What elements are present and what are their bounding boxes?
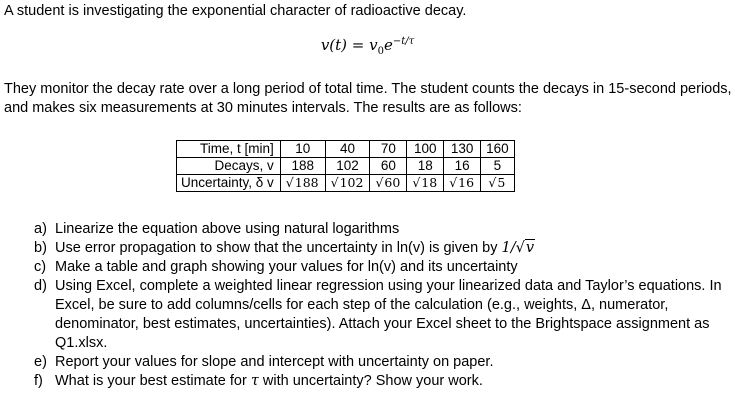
math-expression: [502, 239, 536, 256]
question-label: a): [34, 221, 47, 237]
sqrt-symbol: √: [449, 175, 458, 190]
question-label: b): [34, 240, 47, 256]
problem-description: They monitor the decay rate over a long period of total time. The student counts the decays in 15-second periods, and makes six measurements at 30 minutes intervals. The results are as follows:: [4, 81, 732, 116]
decays-cell: 18: [407, 158, 444, 175]
row-header-uncertainty: Uncertainty, δ v: [177, 175, 281, 192]
time-cell: 40: [325, 141, 370, 158]
math-prefix: 1/√: [501, 240, 525, 256]
table-row-time: [177, 141, 515, 158]
question-text: Make a table and graph showing your values for ln(v) and its uncertainty: [55, 259, 518, 275]
sqrt-symbol: √: [488, 175, 497, 190]
question-label: c): [34, 259, 47, 275]
equation-base: e: [383, 36, 393, 54]
question-label: d): [34, 278, 47, 294]
sqrt-symbol: √: [375, 175, 384, 190]
question-text: Use error propagation to show that the uncertainty in ln(v) is given by: [55, 240, 502, 256]
question-item: [34, 353, 730, 372]
decays-cell: 188: [280, 158, 325, 175]
uncertainty-cell: [444, 175, 481, 192]
time-cell: 10: [280, 141, 325, 158]
decays-cell: 5: [481, 158, 515, 175]
question-item: [34, 239, 730, 258]
intro-text: A student is investigating the exponential character of radioactive decay.: [4, 3, 467, 19]
sqrt-radicand: 188: [294, 175, 319, 190]
sqrt-radicand: 102: [339, 175, 364, 190]
decays-cell: 60: [370, 158, 407, 175]
question-text: Using Excel, complete a weighted linear regression using your linearized data and Taylor’s equations. In Excel, be sure to add columns/cells for each step of the calculation (e.g., weights, Δ, numerator, denominator, best estimates, uncertainties). Attach your Excel sheet to the Brightspace assignment as Q1.xlsx.: [55, 278, 722, 351]
question-text: Linearize the equation above using natural logarithms: [55, 221, 400, 237]
sqrt-radicand: 5: [497, 175, 506, 190]
time-cell: 160: [481, 141, 515, 158]
sqrt-symbol: √: [330, 175, 339, 190]
table-row-decays: [177, 158, 515, 175]
uncertainty-cell: [280, 175, 325, 192]
math-radicand: v: [525, 240, 535, 256]
sqrt-symbol: √: [412, 175, 421, 190]
question-text: What is your best estimate for: [55, 373, 251, 389]
uncertainty-cell: [481, 175, 515, 192]
question-label: e): [34, 354, 47, 370]
row-header-decays: Decays, v: [177, 158, 281, 175]
equation-subscript: 0: [377, 46, 384, 57]
uncertainty-cell: [370, 175, 407, 192]
time-cell: 70: [370, 141, 407, 158]
uncertainty-cell: [325, 175, 370, 192]
tau-symbol: τ: [250, 373, 259, 389]
question-text-after: with uncertainty? Show your work.: [258, 373, 483, 389]
sqrt-radicand: 18: [421, 175, 438, 190]
question-label: f): [34, 373, 43, 389]
question-item: [34, 277, 730, 353]
sqrt-radicand: 16: [458, 175, 475, 190]
decay-equation: [0, 36, 735, 57]
time-cell: 130: [444, 141, 481, 158]
table-row-uncertainty: [177, 175, 515, 192]
row-header-time: Time, t [min]: [177, 141, 281, 158]
sqrt-radicand: 60: [384, 175, 401, 190]
decays-cell: 16: [444, 158, 481, 175]
uncertainty-cell: [407, 175, 444, 192]
question-item: [34, 372, 730, 391]
sqrt-symbol: √: [285, 175, 294, 190]
question-list: [34, 220, 730, 391]
measurement-table: [176, 140, 515, 192]
question-item: [34, 258, 730, 277]
decays-cell: 102: [325, 158, 370, 175]
equation-exponent: −t/τ: [392, 36, 415, 47]
question-text: Report your values for slope and intercept with uncertainty on paper.: [55, 354, 494, 370]
time-cell: 100: [407, 141, 444, 158]
equation-lhs: v(t) = v: [320, 36, 378, 54]
question-item: [34, 220, 730, 239]
